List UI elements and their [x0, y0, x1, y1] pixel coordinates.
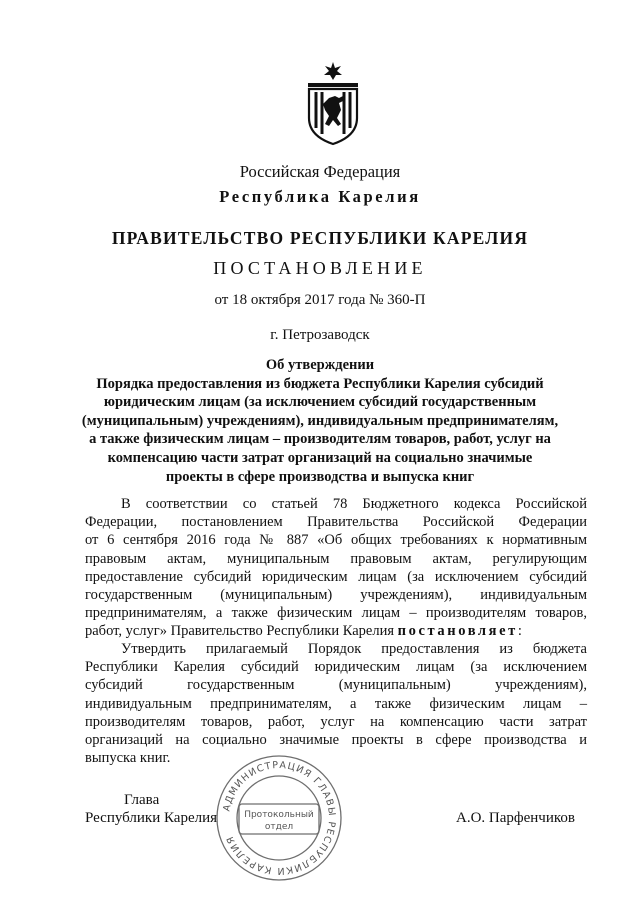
country-name: Российская Федерация: [239, 162, 401, 181]
paragraph-line: организаций на социально значимые проекты в сфере производства и: [85, 731, 587, 748]
paragraph-line: работ, услуг» Правительство Республики Карелия постановляет:: [85, 623, 522, 640]
paragraph-line: предоставление субсидий юридическим лицам (за исключением субсидий: [85, 568, 587, 585]
city: г. Петрозаводск: [270, 327, 370, 343]
paragraph-line: Утвердить прилагаемый Порядок предоставления из бюджета: [121, 641, 587, 657]
karelia-coat-of-arms-icon: [305, 62, 361, 146]
title-line: (муниципальным) учреждениям), индивидуальным предпринимателям,: [81, 412, 559, 429]
title-line: юридическим лицам (за исключением субсидий государственным: [103, 394, 537, 411]
title-line: Об утверждении: [265, 357, 375, 373]
paragraph-line: Республики Карелия субсидий юридическим лицам (за исключением: [85, 659, 587, 676]
preamble-paragraph: [85, 495, 587, 641]
title-line: компенсацию части затрат организаций на социально значимые: [107, 449, 533, 466]
paragraph-line: производителям товаров, работ, услуг на компенсацию части затрат: [85, 713, 587, 730]
title-line: Порядка предоставления из бюджета Республики Карелия субсидий: [96, 375, 544, 392]
paragraph-line: субсидий государственным (муниципальным) учреждениям),: [85, 677, 587, 694]
paragraph-line: предпринимателям, а также физическим лицам – производителям товаров,: [85, 605, 587, 622]
paragraph-line: В соответствии со статьей 78 Бюджетного кодекса Российской: [121, 496, 587, 512]
operative-paragraph: [85, 640, 587, 767]
title-line: а также физическим лицам – производителям товаров, работ, услуг на: [89, 431, 551, 448]
paragraph-line: от 6 сентября 2016 года № 887 «Об общих требованиях к нормативным: [85, 532, 587, 549]
signatory-name: А.О. Парфенчиков: [456, 810, 575, 826]
paragraph-line-text: работ, услуг» Правительство Республики Карелия: [85, 623, 395, 640]
signatory-title-line2: Республики Карелия: [85, 810, 218, 826]
signatory-title-line1: Глава: [124, 792, 160, 808]
resolves-word: постановляет: [397, 623, 518, 640]
paragraph-line: выпуска книг.: [85, 750, 171, 767]
svg-text:отдел: отдел: [264, 822, 294, 832]
svg-text:АДМИНИСТРАЦИЯ ГЛАВЫ РЕСПУБЛИКИ: АДМИНИСТРАЦИЯ ГЛАВЫ РЕСПУБЛИКИ КАРЕЛИЯ: [221, 759, 338, 877]
paragraph-line: индивидуальным предпринимателям, а также физическим лицам –: [85, 695, 587, 712]
paragraph-line: Федерации, постановлением Правительства Российской Федерации: [85, 514, 587, 531]
paragraph-line: государственным (муниципальным) учреждениям), индивидуальным: [85, 586, 587, 603]
title-line: проекты в сфере производства и выпуска книг: [165, 468, 475, 485]
paragraph-line: правовым актам, муниципальным правовым актам, регулирующим: [85, 550, 587, 567]
date-and-number: от 18 октября 2017 года № 360-П: [214, 292, 426, 308]
republic-name: Республика Карелия: [219, 187, 421, 206]
government-name: ПРАВИТЕЛЬСТВО РЕСПУБЛИКИ КАРЕЛИЯ: [111, 228, 529, 248]
svg-text:Протокольный: Протокольный: [244, 810, 314, 820]
official-stamp: [213, 752, 345, 884]
resolution-title: [60, 356, 580, 486]
document-type: ПОСТАНОВЛЕНИЕ: [213, 258, 427, 278]
